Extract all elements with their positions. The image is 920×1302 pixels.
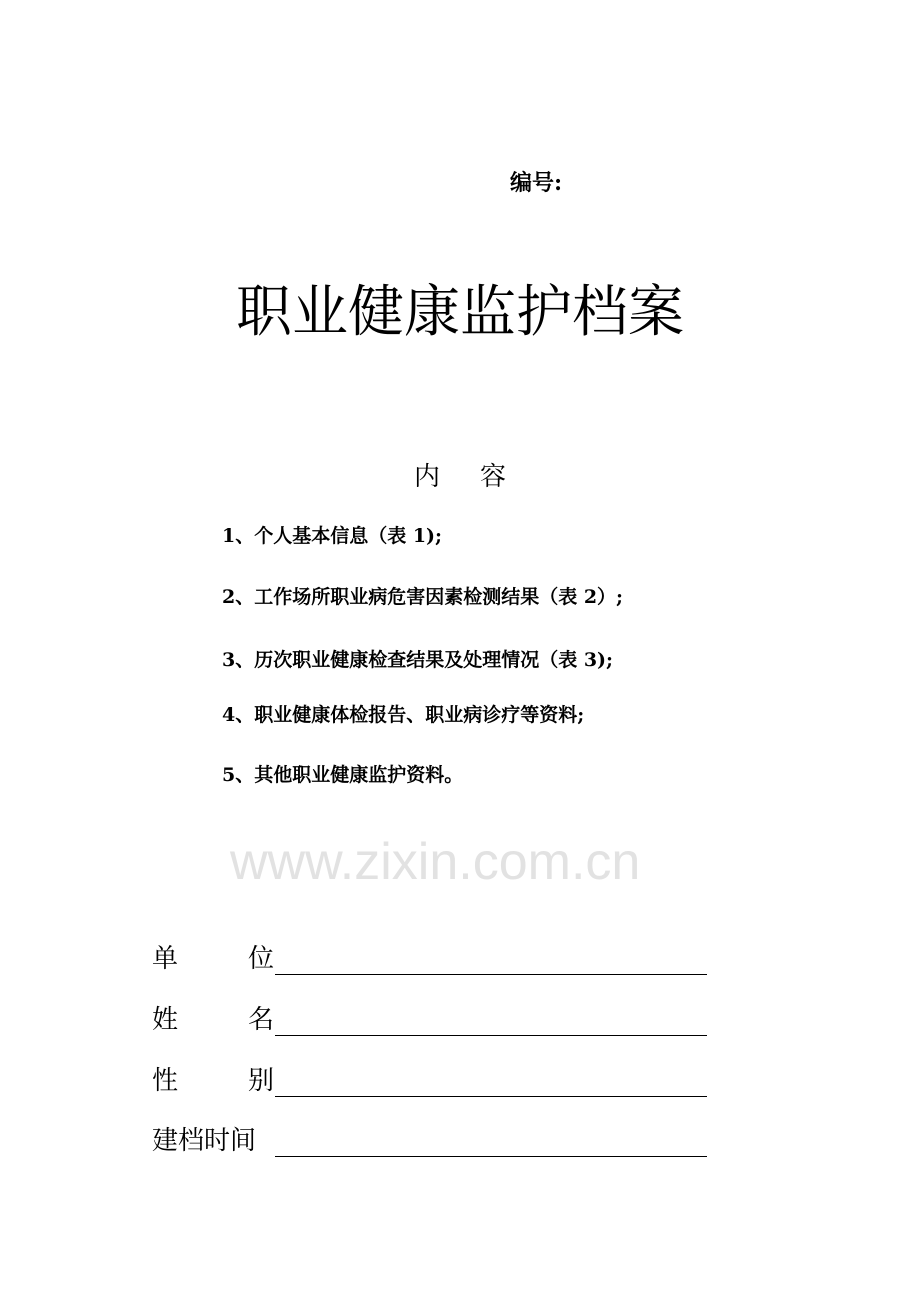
label-char: 位 [247, 944, 274, 974]
field-label [152, 938, 274, 975]
label-char: 别 [247, 1066, 274, 1096]
contents-item: 5、其他职业健康监护资料。 [222, 764, 464, 786]
contents-item: 4、职业健康体检报告、职业病诊疗等资料; [222, 704, 585, 726]
field-label [152, 999, 274, 1036]
contents-item: 3、历次职业健康检查结果及处理情况（表 3); [222, 649, 614, 671]
field-label [152, 1060, 274, 1097]
field-name [152, 999, 707, 1036]
unit-input-line[interactable] [275, 946, 707, 975]
contents-item: 1、个人基本信息（表 1); [222, 525, 443, 547]
serial-number-label: 编号: [510, 170, 563, 196]
label-char: 姓 [152, 1005, 179, 1035]
label-char: 名 [247, 1005, 274, 1035]
watermark: www.zixin.com.cn [230, 833, 641, 891]
filing-date-input-line[interactable] [275, 1128, 707, 1157]
field-gender [152, 1060, 707, 1097]
document-title: 职业健康监护档案 [236, 280, 684, 345]
contents-item: 2、工作场所职业病危害因素检测结果（表 2）; [222, 586, 624, 608]
label-char: 性 [152, 1066, 179, 1096]
gender-input-line[interactable] [275, 1068, 707, 1097]
field-label: 建档时间 [152, 1126, 257, 1156]
field-unit [152, 938, 707, 975]
name-input-line[interactable] [275, 1007, 707, 1036]
label-char: 单 [152, 944, 179, 974]
contents-heading: 内容 [413, 462, 546, 492]
field-filing-date [152, 1120, 707, 1157]
